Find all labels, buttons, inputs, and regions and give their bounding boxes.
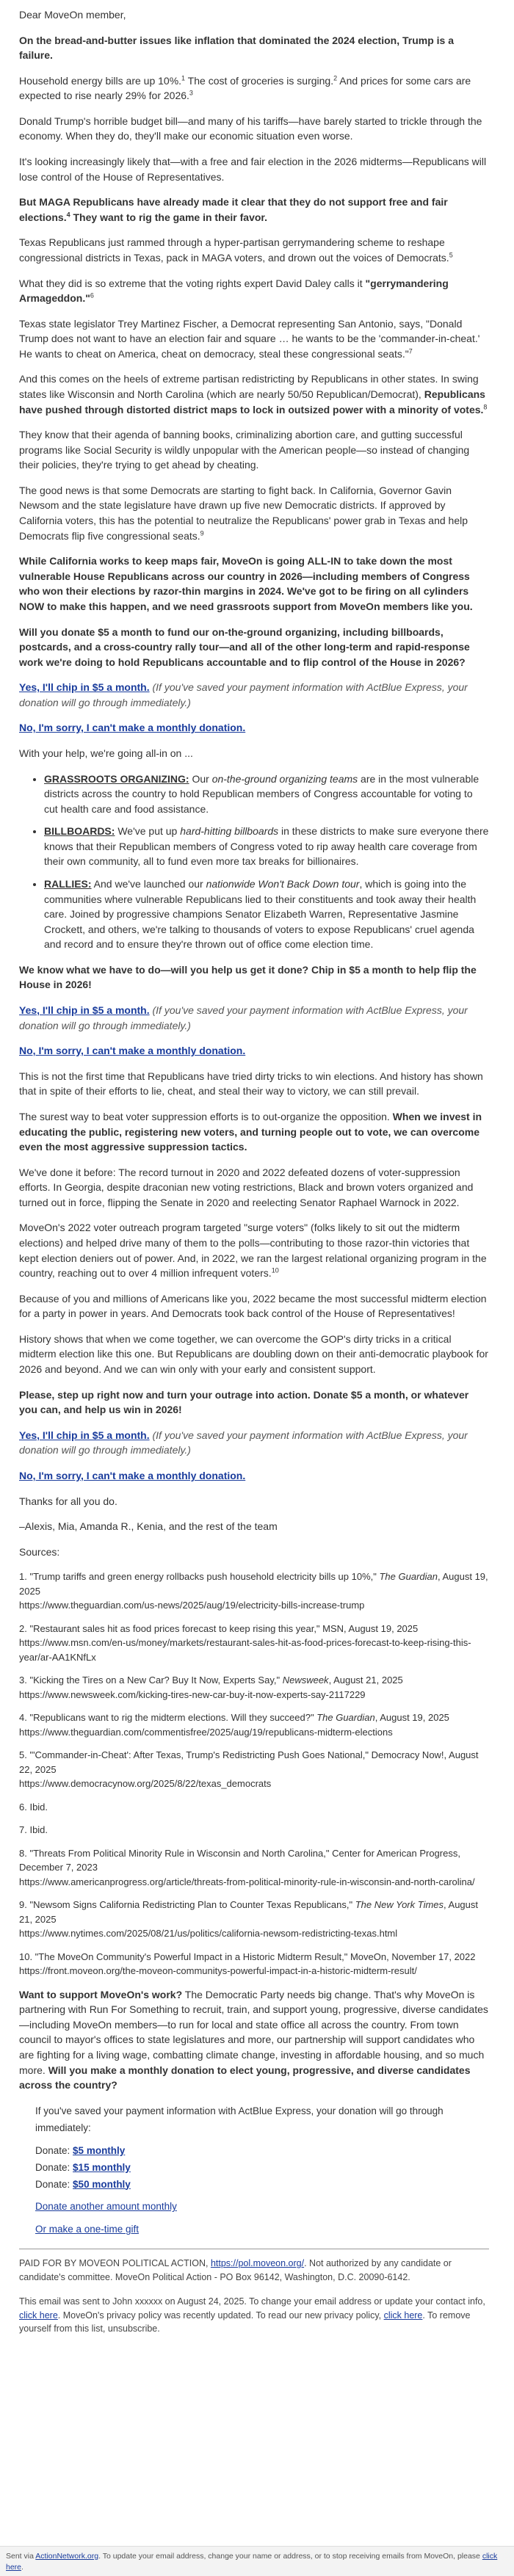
- please-paragraph: Please, step up right now and turn your outrage into action. Donate $5 a month, or whatever you can, and help us win in 2026!: [19, 1388, 469, 1416]
- actblue-note: (If you've saved your payment information with ActBlue Express, your donation will go through immediately.): [19, 1004, 468, 1031]
- donate-50-monthly-link[interactable]: $50 monthly: [73, 2178, 131, 2190]
- source-item: 3. "Kicking the Tires on a New Car? Buy It Now, Experts Say," Newsweek, August 21, 2025 https://www.newsweek.com/kicking-tires-new-car-buy-it-now-experts-say-2117229: [19, 1675, 403, 1700]
- yes-chip-in-link[interactable]: Yes, I'll chip in $5 a month.: [19, 1004, 150, 1017]
- source-url: https://front.moveon.org/the-moveon-communitys-powerful-impact-in-a-historic-midterm-result/: [19, 1965, 417, 1977]
- yes-chip-in-link[interactable]: Yes, I'll chip in $5 a month.: [19, 1429, 150, 1441]
- maga-paragraph: But MAGA Republicans have already made it clear that they do not support free and fair elections.$^4$ They want to rig the game in their favor.: [19, 196, 448, 223]
- source-item: 8. "Threats From Political Minority Rule in Wisconsin and North Carolina," Center for American Progress, December 7, 2023 https://www.americanprogress.org/article/threats-from-political-minority-rule-in-wisconsin-and-north-carolina/: [19, 1847, 475, 1887]
- donate-row: Donate: $50 monthly: [35, 2178, 131, 2190]
- source-item: 7. Ibid.: [19, 1824, 48, 1836]
- program-paragraph: MoveOn's 2022 voter outreach program targeted "surge voters" (folks likely to sit out the midterm elections) and helped drive many of them to the polls—contributing to those razor-thin victories that kept election deniers out of power. And, in 2022, we ran the largest relational organizing program in the country, reaching out to over 4 million infrequent voters.$^{10}$: [19, 1222, 487, 1280]
- no-monthly-link[interactable]: No, I'm sorry, I can't make a monthly donation.: [19, 722, 246, 734]
- one-time-gift-link[interactable]: Or make a one-time gift: [35, 2224, 140, 2235]
- donate-box: [19, 2103, 489, 2239]
- while-paragraph: While California works to keep maps fair, MoveOn is going ALL-IN to take down the most vulnerable House Republicans across our country in 2026—including members of Congress who won their elections by razor-thin margins in 2024. We've got to be firing on all cylinders NOW to make this happen, and we need grassroots support from MoveOn members like you.: [19, 555, 473, 612]
- budget-paragraph: Donald Trump's horrible budget bill—and many of his tariffs—have barely started to trickle through the economy. When they do, they'll make our economic situation even worse.: [19, 115, 482, 142]
- because-paragraph: Because of you and millions of Americans like you, 2022 became the most successful midterm election for a party in power in years. And Democrats took back control of the House of Representatives!: [19, 1292, 487, 1320]
- source-item: 5. "'Commander-in-Cheat': After Texas, Trump's Redistricting Push Goes National," Democracy Now!, August 22, 2025 https://www.democracynow.org/2025/8/22/texas_democrats: [19, 1749, 479, 1790]
- agenda-paragraph: They know that their agenda of banning books, criminalizing abortion care, and gutting successful programs like Social Security is wildly unpopular with the American people—so instead of changing their policies, they're trying to get ahead by cheating.: [19, 429, 470, 471]
- cta-block-3: [19, 1428, 489, 1458]
- actblue-note: (If you've saved your payment information with ActBlue Express, your donation will go through immediately.): [19, 1429, 468, 1456]
- source-url: https://www.msn.com/en-us/money/markets/restaurant-sales-hit-as-food-prices-forecast-to-keep-rising-this-year/ar-AA1KNfLx: [19, 1637, 471, 1663]
- extreme-paragraph: What they did is so extreme that the voting rights expert David Daley calls it "gerrymandering Armageddon."$^6$: [19, 277, 449, 305]
- cta-no-block-3: [19, 1468, 489, 1484]
- donate-5-monthly-link[interactable]: $5 monthly: [73, 2144, 126, 2156]
- source-item: 2. "Restaurant sales hit as food prices forecast to keep rising this year," MSN, August 19, 2025 https://www.msn.com/en-us/money/markets/restaurant-sales-hit-as-food-prices-forecast-to-keep-rising-this-year/ar-AA1KNfLx: [19, 1622, 471, 1663]
- actionnetwork-link[interactable]: ActionNetwork.org: [35, 2552, 99, 2561]
- source-url: https://www.democracynow.org/2025/8/22/texas_democrats: [19, 1778, 272, 1790]
- moveon-pol-link[interactable]: https://pol.moveon.org/: [210, 2258, 305, 2269]
- costs-paragraph: Household energy bills are up 10%.$^1$ The cost of groceries is surging.$^2$ And prices for some cars are expected to rise nearly 29% for 2026.$^3$: [19, 74, 471, 102]
- privacy-policy-link[interactable]: click here: [383, 2310, 423, 2321]
- donate-another-amount-link[interactable]: Donate another amount monthly: [35, 2201, 177, 2213]
- list-item: • RALLIES: And we've launched our nationwide Won't Back Down tour, which is going into the communities where vulnerable Republicans lied to their constituents and took away their health care. Joined by progressive champions Senator Elizabeth Warren, Representative Jasmine Crockett, and others, we're talking to thousands of voters to expose Republicans' cruel agenda and record and to ensure they're thrown out of office come election time.: [44, 877, 489, 952]
- source-url: https://www.theguardian.com/us-news/2025/aug/19/electricity-bills-increase-trump: [19, 1600, 365, 1611]
- likely-paragraph: It's looking increasingly likely that—with a free and fair election in the 2026 midterms—Republicans will lose control of the House of Representatives.: [19, 156, 487, 183]
- source-url: https://www.theguardian.com/commentisfree/2025/aug/19/republicans-midterm-elections: [19, 1726, 393, 1738]
- email-body: [19, 7, 489, 2346]
- not-first-paragraph: This is not the first time that Republicans have tried dirty tricks to win elections. And history has shown that in spite of their efforts to lie, cheat, and steal their way to victory, we can still prevail.: [19, 1070, 483, 1097]
- action-network-bar: [0, 2546, 514, 2576]
- list-item: • GRASSROOTS ORGANIZING: Our on-the-ground organizing teams are in the most vulnerable districts across the country to hold Republican members of Congress accountable for voting to cut health care and food assistance.: [44, 772, 489, 817]
- action-network-text: Sent via ActionNetwork.org. To update your email address, change your name or address, or to stop receiving emails from MoveOn, please click here.: [6, 2552, 498, 2572]
- source-url: https://www.newsweek.com/kicking-tires-new-car-buy-it-now-experts-say-2117229: [19, 1688, 366, 1700]
- cta-block-2: [19, 1003, 489, 1033]
- paid-for-notice: PAID FOR BY MOVEON POLITICAL ACTION, https://pol.moveon.org/. Not authorized by any candidate or candidate's committee. MoveOn Political Action - PO Box 96142, Washington, D.C. 20090-6142.: [19, 2258, 452, 2283]
- sources-label: Sources:: [19, 1545, 60, 1558]
- know-paragraph: We know what we have to do—will you help us get it done? Chip in $5 a month to help flip the House in 2026!: [19, 963, 477, 991]
- cta-no-block-1: [19, 720, 489, 736]
- source-url: https://www.nytimes.com/2025/08/21/us/politics/california-newsom-redistricting-texas.html: [19, 1928, 398, 1940]
- texas-paragraph: Texas Republicans just rammed through a hyper-partisan gerrymandering scheme to reshape congressional districts in Texas, pack in MAGA voters, and drown out the voices of Democrats.$^5$: [19, 236, 453, 264]
- list-item: • BILLBOARDS: We've put up hard-hitting billboards in these districts to make sure everyone there knows that their Republican members of Congress voted to rip away health care coverage from their own community, all to fund even more tax breaks for billionaires.: [44, 824, 489, 869]
- intro-headline: On the bread-and-butter issues like inflation that dominated the 2024 election, Trump is a failure.: [19, 34, 454, 62]
- stop-emails-link[interactable]: click here: [6, 2552, 498, 2572]
- donate-note: If you've saved your payment information with ActBlue Express, your donation will go through immediately:: [35, 2105, 444, 2133]
- donate-row: Donate: $5 monthly: [35, 2144, 126, 2156]
- source-item: 1. "Trump tariffs and green energy rollbacks push household electricity bills up 10%," The Guardian, August 19, 2025 https://www.theguardian.com/us-news/2025/aug/19/electricity-bills-increase-trump: [19, 1571, 488, 1611]
- source-item: 10. "The MoveOn Community's Powerful Impact in a Historic Midterm Result," MoveOn, November 17, 2022 https://front.moveon.org/the-moveon-communitys-powerful-impact-in-a-historic-midterm-result/: [19, 1951, 476, 1977]
- source-item: 4. "Republicans want to rig the midterm elections. Will they succeed?" The Guardian, August 19, 2025 https://www.theguardian.com/commentisfree/2025/aug/19/republicans-midterm-elections: [19, 1712, 449, 1738]
- history-paragraph: History shows that when we come together, we can overcome the GOP's dirty tricks in a critical midterm election like this one. But Republicans are doubling down on their anti-democratic playbook for 2026 and beyond. And we can win only with your early and consistent support.: [19, 1332, 488, 1376]
- greeting: Dear MoveOn member,: [19, 9, 126, 21]
- no-monthly-link[interactable]: No, I'm sorry, I can't make a monthly donation.: [19, 1469, 246, 1481]
- heels-paragraph: And this comes on the heels of extreme partisan redistricting by Republicans in other states. In swing states like Wisconsin and North Carolina (which are nearly 50/50 Republican/Democrat), Republicans have pushed through distorted district maps to lock in outsized power with a minority of votes.$^8$: [19, 373, 488, 416]
- help-paragraph: With your help, we're going all-in on ...: [19, 747, 193, 759]
- source-item: 6. Ibid.: [19, 1801, 48, 1813]
- source-item: 9. "Newsom Signs California Redistricting Plan to Counter Texas Republicans," The New York Times, August 21, 2025 https://www.nytimes.com/2025/08/21/us/politics/california-newsom-redistricting-texas.html: [19, 1899, 478, 1940]
- cta-no-block-2: [19, 1043, 489, 1059]
- actblue-note: (If you've saved your payment information with ActBlue Express, your donation will go through immediately.): [19, 681, 468, 708]
- all-in-list: [19, 772, 489, 952]
- signature: –Alexis, Mia, Amanda R., Kenia, and the rest of the team: [19, 1520, 278, 1533]
- fischer-paragraph: Texas state legislator Trey Martinez Fischer, a Democrat representing San Antonio, says, "Donald Trump does not want to have an election fair and square … he wants to be the 'commander-in-cheat.' He wants to cheat on America, cheat on democracy, steal these congressional seats."$^7$: [19, 317, 480, 360]
- done-before-paragraph: We've done it before: The record turnout in 2020 and 2022 defeated dozens of voter-suppression efforts. In Georgia, despite draconian new voting restrictions, Black and brown voters organized and turned out in force, flipping the Senate in 2020 and reelecting Senator Raphael Warnock in 2022.: [19, 1166, 474, 1208]
- source-url: https://www.americanprogress.org/article/threats-from-political-minority-rule-in-wisconsin-and-north-carolina/: [19, 1876, 475, 1887]
- email-sent-notice: This email was sent to John xxxxxx on August 24, 2025. To change your email address or update your contact info, click here. MoveOn's privacy policy was recently updated. To read our new privacy policy, click here. To remove yourself from this list, unsubscribe.: [19, 2296, 485, 2334]
- surest-paragraph: The surest way to beat voter suppression efforts is to out-organize the opposition. When we invest in educating the public, registering new voters, and turning people out to vote, we can overcome even the most aggressive suppression tactics.: [19, 1110, 482, 1153]
- support-work-paragraph: Want to support MoveOn's work? The Democratic Party needs big change. That's why MoveOn is partnering with Run For Something to recruit, train, and support young, progressive, diverse candidates—including MoveOn members—to run for local and state office all across the country. From town council to mayor's offices to state legislatures and more, our partnership will support candidates who are fighting for a living wage, combatting climate change, investing in affordable housing, and so much more. Will you make a monthly donation to elect young, progressive, and diverse candidates across the country?: [19, 1988, 488, 2091]
- thanks: Thanks for all you do.: [19, 1495, 117, 1507]
- no-monthly-link[interactable]: No, I'm sorry, I can't make a monthly donation.: [19, 1045, 246, 1057]
- donate-ask-paragraph: Will you donate $5 a month to fund our on-the-ground organizing, including billboards, postcards, and a cross-country rally tour—and all of the other long-term and rapid-response work we're doing to hold Republicans accountable and to flip control of the House in 2026?: [19, 625, 470, 668]
- donate-15-monthly-link[interactable]: $15 monthly: [73, 2161, 131, 2173]
- good-news-paragraph: The good news is that some Democrats are starting to fight back. In California, Governor Gavin Newsom and the state legislature have drawn up five new Democratic districts. If approved by California voters, this has the potential to neutralize the Republicans' power grab in Texas and help Democrats flip five congressional seats.$^9$: [19, 484, 468, 542]
- cta-block-1: [19, 680, 489, 710]
- yes-chip-in-link[interactable]: Yes, I'll chip in $5 a month.: [19, 681, 150, 694]
- update-contact-link[interactable]: click here: [19, 2310, 58, 2321]
- donate-row: Donate: $15 monthly: [35, 2161, 131, 2173]
